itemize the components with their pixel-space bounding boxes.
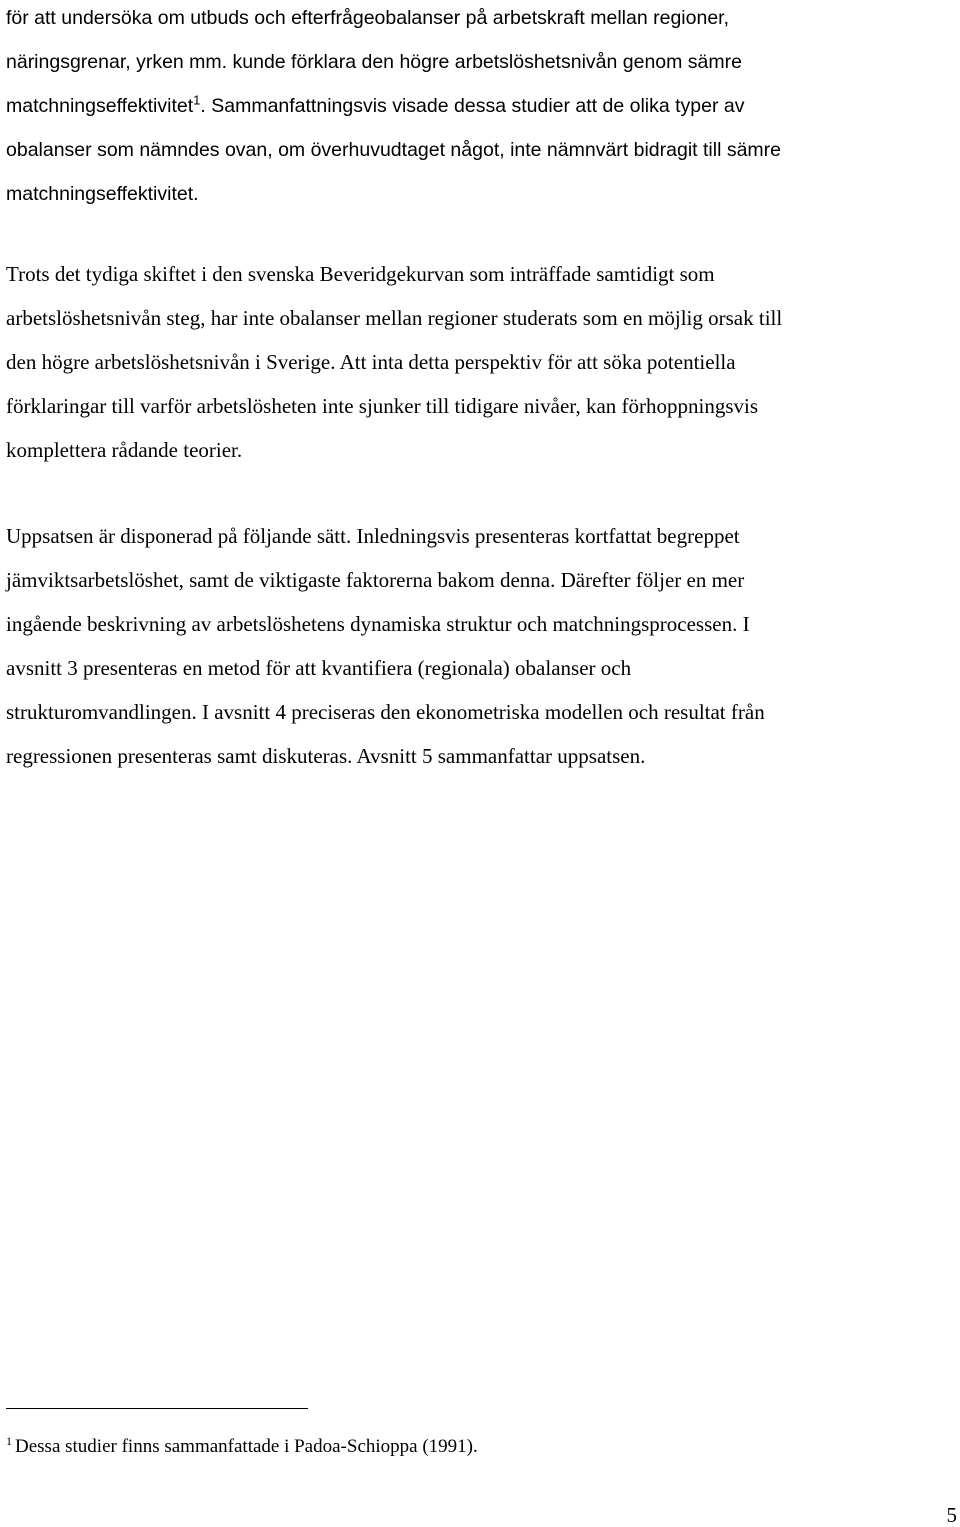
paragraph-line: ingående beskrivning av arbetslöshetens dynamiska struktur och matchningsprocessen. I — [6, 612, 750, 636]
footnote-separator — [6, 1408, 308, 1409]
paragraph-line — [6, 94, 745, 118]
paragraph-line: Uppsatsen är disponerad på följande sätt. Inledningsvis presenteras kortfattat begreppet — [6, 524, 740, 548]
paragraph-line: regressionen presenteras samt diskuteras. Avsnitt 5 sammanfattar uppsatsen. — [6, 744, 646, 768]
paragraph-line: avsnitt 3 presenteras en metod för att kvantifiera (regionala) obalanser och — [6, 656, 632, 680]
paragraph-line: matchningseffektivitet. — [6, 183, 199, 205]
paragraph-line: för att undersöka om utbuds och efterfrågeobalanser på arbetskraft mellan regioner, — [6, 7, 730, 29]
paragraph-line: Trots det tydiga skiftet i den svenska Beveridgekurvan som inträffade samtidigt som — [6, 262, 715, 286]
paragraph-line: förklaringar till varför arbetslösheten inte sjunker till tidigare nivåer, kan förhoppningsvis — [6, 394, 759, 418]
paragraph-line: strukturomvandlingen. I avsnitt 4 preciseras den ekonometriska modellen och resultat från — [6, 700, 765, 724]
page-number: 5 — [946, 1503, 957, 1527]
footnote-reference[interactable]: 1 — [193, 92, 201, 108]
paragraph-line-text: . Sammanfattningsvis visade dessa studier att de olika typer av — [200, 95, 745, 117]
footnote-text: Dessa studier finns sammanfattade i Padoa-Schioppa (1991). — [15, 1436, 478, 1457]
paragraph-line: jämviktsarbetslöshet, samt de viktigaste faktorerna bakom denna. Därefter följer en mer — [6, 568, 745, 592]
paragraph-line: komplettera rådande teorier. — [6, 438, 243, 462]
paragraph-line-text: matchningseffektivitet — [6, 95, 194, 117]
footnote — [6, 1433, 478, 1458]
footnote-number: 1 — [6, 1433, 12, 1448]
paragraph-line: arbetslöshetsnivån steg, har inte obalanser mellan regioner studerats som en möjlig orsak till — [6, 306, 783, 330]
paragraph-line: den högre arbetslöshetsnivån i Sverige. Att inta detta perspektiv för att söka potentiella — [6, 350, 736, 374]
paragraph-line: näringsgrenar, yrken mm. kunde förklara den högre arbetslöshetsnivån genom sämre — [6, 51, 742, 73]
paragraph-line: obalanser som nämndes ovan, om överhuvudtaget något, inte nämnvärt bidragit till sämre — [6, 139, 782, 161]
